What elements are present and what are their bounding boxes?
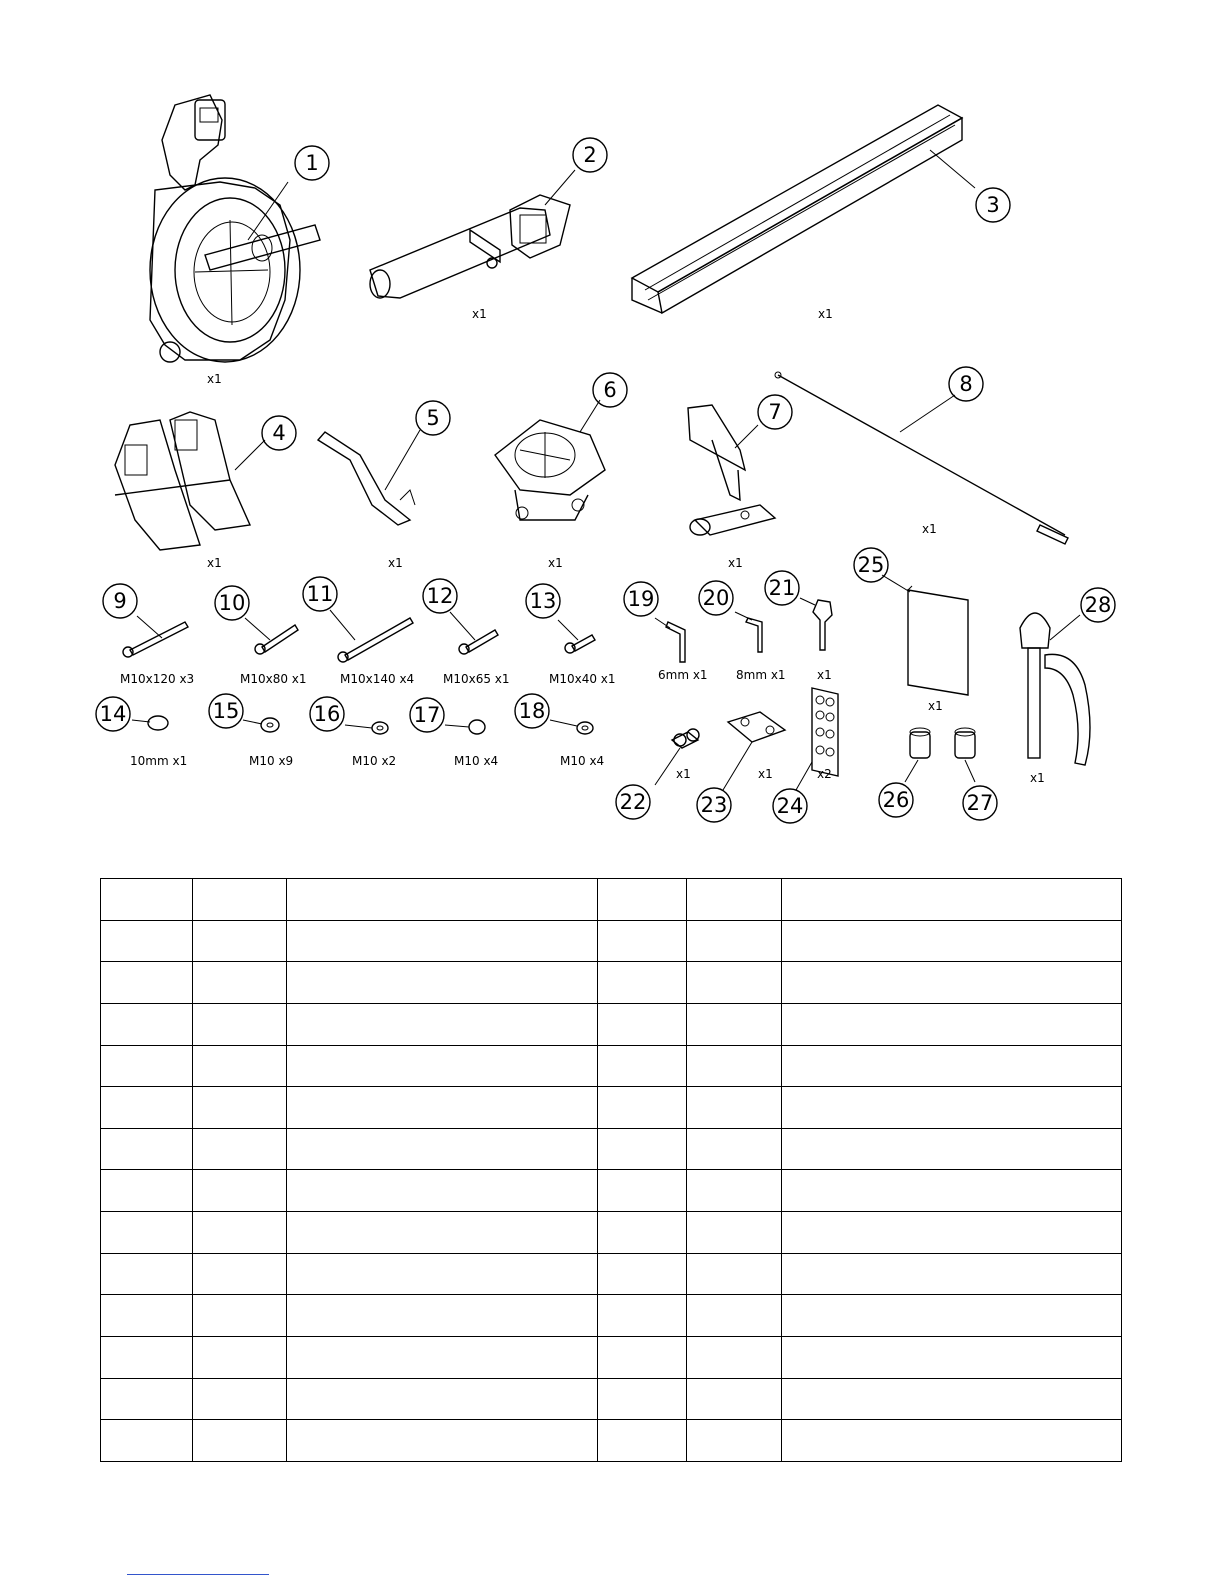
table-cell xyxy=(782,1087,1122,1129)
callout-14 xyxy=(96,697,130,731)
table-cell xyxy=(782,879,1122,921)
qty-1: x1 xyxy=(207,372,222,386)
table-cell xyxy=(287,1087,598,1129)
table-cell xyxy=(101,1087,193,1129)
svg-text:26: 26 xyxy=(882,788,910,812)
part-7-drawing xyxy=(688,405,775,535)
svg-text:15: 15 xyxy=(212,699,240,723)
table-cell xyxy=(101,1128,193,1170)
svg-text:13: 13 xyxy=(529,589,557,613)
table-row xyxy=(101,1295,1122,1337)
table-row xyxy=(101,1087,1122,1129)
qty-28: x1 xyxy=(1030,771,1045,785)
table-cell xyxy=(687,1087,782,1129)
table-cell xyxy=(287,1295,598,1337)
table-cell xyxy=(687,1128,782,1170)
qty-12: M10x65 x1 xyxy=(443,672,510,686)
qty-4: x1 xyxy=(207,556,222,570)
table-row xyxy=(101,1045,1122,1087)
qty-15: M10 x9 xyxy=(249,754,294,768)
table-cell xyxy=(598,1378,687,1420)
table-cell xyxy=(193,920,287,962)
table-cell xyxy=(782,1378,1122,1420)
qty-13: M10x40 x1 xyxy=(549,672,616,686)
qty-5: x1 xyxy=(388,556,403,570)
callout-6 xyxy=(593,373,627,407)
qty-24: x2 xyxy=(817,767,832,781)
table-cell xyxy=(598,1420,687,1462)
callout-13 xyxy=(526,584,560,618)
table-row xyxy=(101,1212,1122,1254)
qty-14: 10mm x1 xyxy=(130,754,188,768)
table-cell xyxy=(782,1170,1122,1212)
table-cell xyxy=(687,1003,782,1045)
table-cell xyxy=(101,1378,193,1420)
svg-text:5: 5 xyxy=(426,406,440,430)
callout-5 xyxy=(416,401,450,435)
svg-text:22: 22 xyxy=(619,790,647,814)
qty-19: 6mm x1 xyxy=(658,668,708,682)
table-cell xyxy=(101,1003,193,1045)
callout-15 xyxy=(209,694,243,728)
table-cell xyxy=(101,1295,193,1337)
svg-text:19: 19 xyxy=(627,587,655,611)
table-cell xyxy=(193,1045,287,1087)
table-cell xyxy=(598,1212,687,1254)
table-cell xyxy=(287,1420,598,1462)
table-cell xyxy=(687,962,782,1004)
part-3-drawing xyxy=(632,105,975,313)
table-row xyxy=(101,1170,1122,1212)
svg-text:4: 4 xyxy=(272,421,286,445)
svg-text:7: 7 xyxy=(768,400,782,424)
table-cell xyxy=(193,1212,287,1254)
table-cell xyxy=(687,1212,782,1254)
callout-11 xyxy=(303,577,337,611)
table-cell xyxy=(598,1003,687,1045)
table-row xyxy=(101,920,1122,962)
table-cell xyxy=(598,1253,687,1295)
callout-23 xyxy=(697,788,731,822)
table-cell xyxy=(101,962,193,1004)
table-cell xyxy=(193,1337,287,1379)
table-cell xyxy=(287,1003,598,1045)
parts-list-table xyxy=(100,878,1122,1462)
callout-4 xyxy=(262,416,296,450)
table-cell xyxy=(101,879,193,921)
table-row xyxy=(101,1253,1122,1295)
svg-text:2: 2 xyxy=(583,143,597,167)
table-cell xyxy=(193,1378,287,1420)
table-cell xyxy=(687,1253,782,1295)
svg-text:18: 18 xyxy=(518,699,546,723)
part-4-drawing xyxy=(115,412,265,550)
callout-26 xyxy=(879,783,913,817)
svg-text:9: 9 xyxy=(113,589,127,613)
table-cell xyxy=(782,1337,1122,1379)
qty-22: x1 xyxy=(676,767,691,781)
table-cell xyxy=(287,879,598,921)
accessories-drawing xyxy=(882,575,1090,782)
table-row xyxy=(101,1337,1122,1379)
table-cell xyxy=(782,1295,1122,1337)
svg-text:23: 23 xyxy=(700,793,728,817)
table-cell xyxy=(287,1170,598,1212)
table-cell xyxy=(101,1337,193,1379)
svg-text:1: 1 xyxy=(305,151,319,175)
part-6-drawing xyxy=(495,400,605,520)
table-cell xyxy=(687,1420,782,1462)
table-cell xyxy=(287,1337,598,1379)
svg-text:28: 28 xyxy=(1084,593,1112,617)
qty-23: x1 xyxy=(758,767,773,781)
svg-text:11: 11 xyxy=(306,582,334,606)
table-row xyxy=(101,1378,1122,1420)
table-row xyxy=(101,879,1122,921)
table-cell xyxy=(687,1045,782,1087)
table-cell xyxy=(687,1337,782,1379)
qty-8: x1 xyxy=(922,522,937,536)
qty-9: M10x120 x3 xyxy=(120,672,195,686)
callout-10 xyxy=(215,586,249,620)
table-cell xyxy=(598,1087,687,1129)
table-cell xyxy=(101,1212,193,1254)
part-1-drawing xyxy=(150,95,320,362)
svg-text:12: 12 xyxy=(426,584,454,608)
table-cell xyxy=(193,1087,287,1129)
tools-drawing xyxy=(655,598,832,662)
table-cell xyxy=(287,962,598,1004)
table-cell xyxy=(687,1295,782,1337)
table-cell xyxy=(687,879,782,921)
callout-1 xyxy=(295,146,329,180)
table-cell xyxy=(193,879,287,921)
qty-18: M10 x4 xyxy=(560,754,605,768)
svg-text:20: 20 xyxy=(702,586,730,610)
table-cell xyxy=(101,1420,193,1462)
table-cell xyxy=(782,1128,1122,1170)
table-cell xyxy=(782,920,1122,962)
part-2-drawing xyxy=(370,170,575,298)
callout-12 xyxy=(423,579,457,613)
table-cell xyxy=(287,1378,598,1420)
table-cell xyxy=(101,920,193,962)
svg-text:27: 27 xyxy=(966,791,994,815)
table-cell xyxy=(598,1337,687,1379)
qty-3: x1 xyxy=(818,307,833,321)
table-row xyxy=(101,1003,1122,1045)
callout-18 xyxy=(515,694,549,728)
table-cell xyxy=(101,1045,193,1087)
table-cell xyxy=(101,1170,193,1212)
callout-27 xyxy=(963,786,997,820)
qty-20: 8mm x1 xyxy=(736,668,786,682)
table-cell xyxy=(193,1253,287,1295)
table-cell xyxy=(598,1045,687,1087)
svg-text:8: 8 xyxy=(959,372,973,396)
table-row xyxy=(101,1128,1122,1170)
callout-19 xyxy=(624,582,658,616)
qty-25: x1 xyxy=(928,699,943,713)
svg-text:21: 21 xyxy=(768,576,796,600)
table-cell xyxy=(287,1212,598,1254)
table-cell xyxy=(782,1420,1122,1462)
table-cell xyxy=(598,1170,687,1212)
qty-6: x1 xyxy=(548,556,563,570)
table-row xyxy=(101,962,1122,1004)
table-cell xyxy=(193,1170,287,1212)
callout-25 xyxy=(854,548,888,582)
callout-7 xyxy=(758,395,792,429)
svg-text:3: 3 xyxy=(986,193,1000,217)
qty-2: x1 xyxy=(472,307,487,321)
table-cell xyxy=(287,920,598,962)
table-cell xyxy=(287,1128,598,1170)
qty-17: M10 x4 xyxy=(454,754,499,768)
callout-22 xyxy=(616,785,650,819)
table-cell xyxy=(598,1295,687,1337)
table-cell xyxy=(598,1128,687,1170)
svg-text:16: 16 xyxy=(313,702,341,726)
callout-20 xyxy=(699,581,733,615)
footer-link-underline xyxy=(127,1574,269,1575)
qty-16: M10 x2 xyxy=(352,754,397,768)
callout-8 xyxy=(949,367,983,401)
table-cell xyxy=(101,1253,193,1295)
callout-28 xyxy=(1081,588,1115,622)
table-cell xyxy=(598,879,687,921)
table-cell xyxy=(193,1295,287,1337)
callout-16 xyxy=(310,697,344,731)
callout-21 xyxy=(765,571,799,605)
svg-text:17: 17 xyxy=(413,703,441,727)
qty-11: M10x140 x4 xyxy=(340,672,415,686)
svg-text:6: 6 xyxy=(603,378,617,402)
table-cell xyxy=(598,962,687,1004)
callout-24 xyxy=(773,789,807,823)
table-cell xyxy=(193,1420,287,1462)
svg-text:25: 25 xyxy=(857,553,885,577)
svg-text:10: 10 xyxy=(218,591,246,615)
table-cell xyxy=(782,1212,1122,1254)
svg-text:24: 24 xyxy=(776,794,804,818)
table-cell xyxy=(193,962,287,1004)
bolts-drawing xyxy=(123,610,595,662)
table-cell xyxy=(193,1128,287,1170)
table-cell xyxy=(287,1253,598,1295)
table-cell xyxy=(782,1045,1122,1087)
table-cell xyxy=(687,1378,782,1420)
table-cell xyxy=(287,1045,598,1087)
table-cell xyxy=(598,920,687,962)
qty-10: M10x80 x1 xyxy=(240,672,307,686)
callout-2 xyxy=(573,138,607,172)
table-cell xyxy=(193,1003,287,1045)
svg-text:14: 14 xyxy=(99,702,127,726)
qty-21: x1 xyxy=(817,668,832,682)
table-cell xyxy=(782,1253,1122,1295)
table-cell xyxy=(782,962,1122,1004)
part-5-drawing xyxy=(318,430,420,525)
table-cell xyxy=(687,920,782,962)
qty-7: x1 xyxy=(728,556,743,570)
table-cell xyxy=(782,1003,1122,1045)
part-8-drawing xyxy=(775,372,1068,544)
callout-3 xyxy=(976,188,1010,222)
table-cell xyxy=(687,1170,782,1212)
table-row xyxy=(101,1420,1122,1462)
callout-9 xyxy=(103,584,137,618)
callout-17 xyxy=(410,698,444,732)
